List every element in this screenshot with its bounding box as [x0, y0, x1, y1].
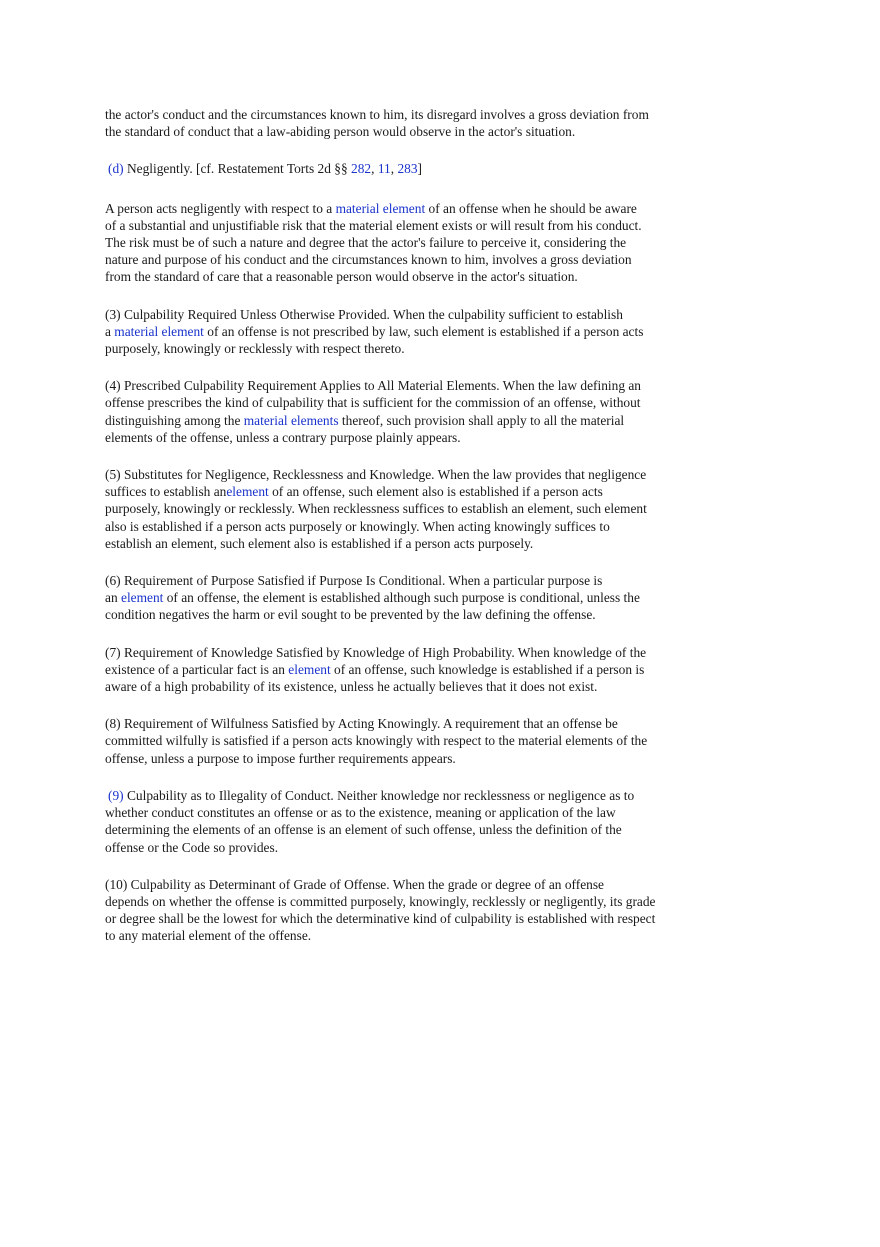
paragraph-section-5	[105, 466, 725, 552]
link-9[interactable]: (9)	[108, 787, 124, 803]
paragraph-intro-tail	[105, 106, 725, 140]
text-span: an	[105, 590, 121, 606]
text-line: (8) Requirement of Wilfulness Satisfied by Acting Knowingly. A requirement that an offense be	[105, 716, 618, 732]
text-line: offense, unless a purpose to impose further requirements appears.	[105, 750, 456, 766]
paragraph-negligently-heading	[105, 160, 725, 177]
text-line: (3) Culpability Required Unless Otherwise Provided. When the culpability sufficient to establish	[105, 306, 623, 322]
text-line: offense or the Code so provides.	[105, 839, 279, 855]
text-line: aware of a high probability of its existence, unless he actually believes that it does not exist.	[105, 679, 598, 695]
text-line: nature and purpose of his conduct and the circumstances known to him, involves a gross deviation	[105, 252, 632, 268]
text-span: of an offense, such knowledge is established if a person is	[330, 661, 645, 677]
text-line: whether conduct constitutes an offense or as to the existence, meaning or application of the law	[105, 805, 616, 821]
text-line: The risk must be of such a nature and degree that the actor's failure to perceive it, considering the	[105, 235, 627, 251]
paragraph-section-9	[105, 787, 725, 856]
text-span: existence of a particular fact is an	[105, 661, 289, 677]
text-line: determining the elements of an offense is an element of such offense, unless the definition of the	[105, 822, 622, 838]
text-line: also is established if a person acts purposely or knowingly. When acting knowingly suffices to	[105, 518, 610, 534]
text-line: (4) Prescribed Culpability Requirement Applies to All Material Elements. When the law defining an	[105, 378, 641, 394]
text-line: the standard of conduct that a law-abiding person would observe in the actor's situation.	[105, 124, 576, 140]
link-element[interactable]: element	[121, 590, 164, 606]
text-line: committed wilfully is satisfied if a person acts knowingly with respect to the material elements of the	[105, 733, 648, 749]
text-line: to any material element of the offense.	[105, 928, 312, 944]
text-line: or degree shall be the lowest for which the determinative kind of culpability is established with respect	[105, 911, 656, 927]
text-line: depends on whether the offense is committed purposely, knowingly, recklessly or negligently, its grade	[105, 893, 656, 909]
text-line: from the standard of care that a reasonable person would observe in the actor's situation.	[105, 269, 578, 285]
text-span: Negligently. [cf. Restatement Torts 2d §§	[123, 161, 352, 177]
text-line: (7) Requirement of Knowledge Satisfied by Knowledge of High Probability. When knowledge of the	[105, 644, 647, 660]
text-span: thereof, such provision shall apply to all the material	[338, 412, 625, 428]
text-line: purposely, knowingly or recklessly. When recklessness suffices to establish an element, such element	[105, 501, 647, 517]
text-span: suffices to establish an	[105, 484, 227, 500]
text-span: Culpability as to Illegality of Conduct. Neither knowledge nor recklessness or negligence as to	[123, 787, 635, 803]
text-line: (6) Requirement of Purpose Satisfied if Purpose Is Conditional. When a particular purpose is	[105, 573, 603, 589]
link-material-element[interactable]: material element	[335, 200, 426, 216]
text-line: the actor's conduct and the circumstances known to him, its disregard involves a gross deviation from	[105, 107, 649, 122]
text-span: A person acts negligently with respect to a	[105, 200, 336, 216]
paragraph-section-6	[105, 572, 725, 624]
text-span: of an offense when he should be aware	[425, 200, 637, 216]
link-282[interactable]: 282	[351, 161, 372, 177]
paragraph-negligently-body	[105, 200, 725, 286]
link-d[interactable]: (d)	[108, 161, 124, 177]
text-span: of an offense, the element is established although such purpose is conditional, unless the	[163, 590, 640, 606]
text-line: of a substantial and unjustifiable risk that the material element exists or will result from his conduct.	[105, 217, 642, 233]
paragraph-section-7	[105, 644, 725, 696]
link-material-element[interactable]: material element	[114, 323, 204, 339]
text-span: ]	[417, 161, 422, 177]
separator: ,	[371, 161, 378, 177]
paragraph-section-8	[105, 715, 725, 767]
text-line: purposely, knowingly or recklessly with respect thereto.	[105, 341, 405, 357]
link-element[interactable]: element	[226, 484, 269, 500]
separator: ,	[390, 161, 398, 177]
paragraph-section-4	[105, 377, 725, 446]
text-span: a	[105, 323, 115, 339]
document-page	[105, 106, 725, 945]
text-line: (5) Substitutes for Negligence, Recklessness and Knowledge. When the law provides that negligence	[105, 467, 647, 483]
text-line: offense prescribes the kind of culpability that is sufficient for the commission of an offense, without	[105, 395, 641, 411]
link-11[interactable]: 11	[377, 161, 391, 177]
text-span: distinguishing among the	[105, 412, 244, 428]
text-span: of an offense, such element also is established if a person acts	[268, 484, 603, 500]
link-283[interactable]: 283	[397, 161, 418, 177]
paragraph-section-3	[105, 306, 725, 358]
link-element[interactable]: element	[288, 661, 331, 677]
text-line: (10) Culpability as Determinant of Grade of Offense. When the grade or degree of an offense	[105, 876, 604, 892]
text-span: of an offense is not prescribed by law, such element is established if a person acts	[203, 323, 644, 339]
text-line: elements of the offense, unless a contrary purpose plainly appears.	[105, 429, 461, 445]
text-line: condition negatives the harm or evil sought to be prevented by the law defining the offense.	[105, 607, 596, 623]
paragraph-section-10	[105, 876, 725, 945]
text-line: establish an element, such element also is established if a person acts purposely.	[105, 535, 534, 551]
link-material-elements[interactable]: material elements	[243, 412, 339, 428]
